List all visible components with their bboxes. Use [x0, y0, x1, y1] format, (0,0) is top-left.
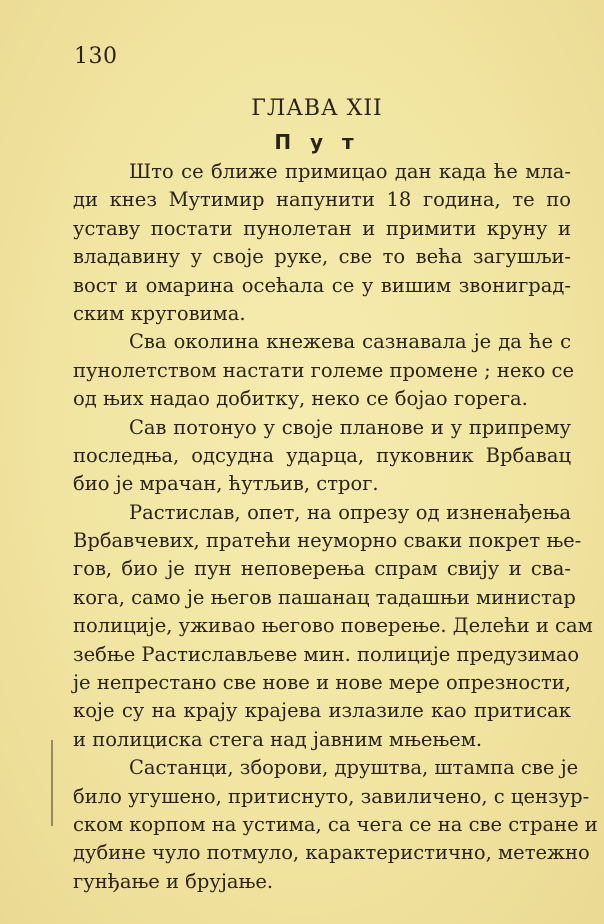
text-line: ским круговима. — [73, 301, 246, 325]
text-line: и полициска стега над јавним мњењем. — [73, 727, 483, 751]
text-line: дубине чуло потмуло, карактеристично, метежно — [73, 841, 590, 865]
paragraph — [73, 328, 575, 413]
text-line: Сва околина кнежева сазнавала је да ће с — [129, 330, 571, 354]
text-line: Састанци, зборови, друштва, штампа све је — [129, 756, 579, 780]
margin-pencil-mark — [51, 740, 53, 826]
text-line: владавину у своје руке, све то већа загушљи- — [73, 245, 571, 269]
text-line: кога, само је његов пашанац тадашњи министар — [73, 585, 576, 609]
text-line: полиције, уживао његово поверење. Делећи и сам — [73, 614, 593, 638]
text-line: гов, био је пун неповерења спрам свију и сва- — [73, 557, 571, 581]
paragraph — [73, 754, 598, 896]
text-line: гунђање и брујање. — [73, 869, 274, 893]
text-line: од њих надао добитку, неко се бојао горега. — [73, 387, 528, 411]
text-line: Сав потонуо у своје планове и у припрему — [129, 415, 571, 439]
text-line: је непрестано све нове и нове мере опрезности, — [73, 671, 571, 695]
text-line: пунолетством настати големе промене ; неко се — [73, 358, 575, 382]
chapter-heading: ГЛАВА XII — [251, 96, 383, 121]
text-line: Врбавчевих, пратећи неуморно сваки покрет ње- — [73, 529, 582, 553]
text-line: ском корпом на устима, са чега се на све стране и — [73, 812, 598, 836]
text-line: уставу постати пунолетан и примити круну и — [73, 216, 571, 240]
body-text — [73, 158, 598, 896]
text-line: ди кнез Мутимир напунити 18 година, те по — [73, 188, 571, 212]
text-line: било угушено, притиснуто, завиличено, с цензур- — [73, 784, 590, 808]
text-line: последња, одсудна ударца, пуковник Врбавац — [73, 443, 571, 467]
page-number: 130 — [74, 44, 118, 69]
text-line: Што се ближе примицао дан када ће мла- — [129, 160, 571, 183]
paragraph — [73, 414, 571, 499]
paragraph — [73, 158, 571, 328]
text-line: зебње Растислављеве мин. полиције предузимао — [73, 642, 580, 666]
text-line: Растислав, опет, на опрезу од изненађења — [129, 500, 571, 524]
text-line: био је мрачан, ћутљив, строг. — [73, 472, 379, 496]
text-line: вост и омарина осећала се у вишим звониград- — [73, 273, 571, 297]
text-line: које су на крају крајева излазиле као притисак — [73, 699, 571, 723]
paragraph — [73, 499, 593, 755]
section-title: П у т — [274, 130, 360, 154]
